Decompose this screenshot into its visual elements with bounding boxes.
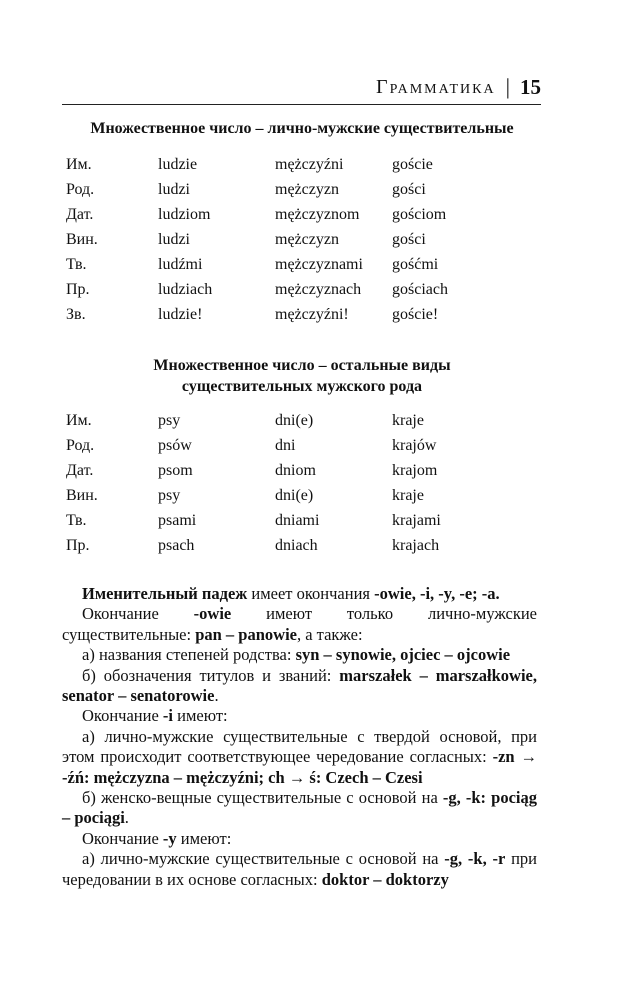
term-bold: doktor – doktorzy: [321, 869, 449, 889]
table-row: [66, 302, 522, 327]
word-form: ludzie: [158, 155, 198, 173]
text-run: Окончание: [82, 706, 163, 726]
word-form: gości: [392, 180, 426, 198]
text-run: а) лично-мужские существительные с твердой основой, при этом происходит соответствующее чередование согласных:: [62, 726, 537, 767]
word-form: dni(e): [275, 486, 314, 504]
word-form: mężczyznami: [275, 255, 363, 273]
table-row: [66, 152, 522, 177]
word-form: goście: [392, 155, 433, 173]
case-label: Пр.: [66, 280, 90, 298]
paragraph: [62, 604, 537, 645]
case-label: Дат.: [66, 205, 94, 223]
term-bold: -i: [162, 706, 173, 726]
table-row: [66, 433, 522, 458]
case-label: Тв.: [66, 255, 87, 273]
table-row: [66, 508, 522, 533]
paragraph: [62, 829, 537, 849]
word-form: ludziom: [158, 205, 211, 223]
word-form: kraje: [392, 411, 424, 429]
body-text: [62, 584, 537, 890]
case-label: Род.: [66, 436, 95, 454]
text-run: а) лично-мужские существительные с основой на: [82, 849, 445, 869]
table2-title-line2: существительных мужского рода: [181, 378, 423, 395]
word-form: krajach: [392, 536, 440, 554]
text-run: б) обозначения титулов и званий:: [82, 665, 340, 685]
text-run: имеют:: [173, 706, 228, 726]
text-run: .: [124, 808, 129, 828]
text-run: имеют:: [176, 828, 232, 848]
text-run: Окончание: [82, 828, 163, 848]
table1-title: Множественное число – лично-мужские существительные: [90, 120, 514, 137]
word-form: gośćmi: [392, 255, 439, 273]
table2-title: [62, 355, 542, 397]
table-row: [66, 408, 522, 433]
declension-table-personal: [66, 152, 522, 327]
word-form: ludzi: [158, 180, 190, 198]
case-label: Вин.: [66, 230, 98, 248]
case-label: Тв.: [66, 511, 87, 529]
word-form: krajami: [392, 511, 441, 529]
text-run: имеют только лично-мужские существительные:: [62, 604, 537, 644]
table-row: [66, 277, 522, 302]
paragraph: [62, 727, 537, 788]
word-form: mężczyźni!: [275, 305, 349, 323]
term-bold: pan – panowie: [195, 624, 297, 644]
word-form: krajom: [392, 461, 438, 479]
table-row: [66, 202, 522, 227]
word-form: mężczyźni: [275, 155, 344, 173]
word-form: psy: [158, 486, 181, 504]
page-number: 15: [520, 74, 541, 99]
word-form: dniach: [275, 536, 318, 554]
declension-table-other: [66, 408, 522, 558]
case-label: Род.: [66, 180, 95, 198]
word-form: gościom: [392, 205, 447, 223]
text-run: имеет окончания: [247, 584, 375, 603]
word-form: dniom: [275, 461, 316, 479]
word-form: ludzie!: [158, 305, 203, 323]
term-bold: -g, -k, -r: [444, 849, 506, 869]
paragraph: [62, 645, 537, 665]
paragraph: [62, 666, 537, 707]
paragraph: [62, 788, 537, 829]
table-row: [66, 458, 522, 483]
word-form: dni(e): [275, 411, 314, 429]
word-form: krajów: [392, 436, 437, 454]
term-bold: -g, -k: pociąg – pociągi: [62, 788, 538, 828]
term-bold: -owie, -i, -y, -e; -a.: [374, 584, 500, 603]
text-run: а) названия степеней родства:: [82, 645, 296, 665]
word-form: psami: [158, 511, 197, 529]
table-row: [66, 227, 522, 252]
word-form: psom: [158, 461, 193, 479]
word-form: mężczyzn: [275, 230, 339, 248]
word-form: psy: [158, 411, 181, 429]
text-run: , а также:: [296, 624, 363, 644]
word-form: kraje: [392, 486, 424, 504]
table-row: [66, 177, 522, 202]
text-run: б) женско-вещные существительные с основой на: [82, 788, 443, 808]
case-label: Пр.: [66, 536, 90, 554]
term-bold: Именительный падеж: [82, 584, 248, 603]
case-label: Им.: [66, 411, 92, 429]
text-run: .: [214, 686, 219, 706]
word-form: gościach: [392, 280, 448, 298]
text-run: Окончание: [82, 604, 194, 624]
case-label: Вин.: [66, 486, 98, 504]
case-label: Им.: [66, 155, 92, 173]
word-form: ludziach: [158, 280, 213, 298]
term-bold: -y: [162, 828, 177, 848]
term-bold: syn – synowie, ojciec – ojcowie: [295, 645, 511, 665]
term-bold: marszałek – marszałkowie, senator – senatorowie: [62, 665, 538, 706]
word-form: dniami: [275, 511, 320, 529]
paragraph: [62, 706, 537, 726]
word-form: ludźmi: [158, 255, 203, 273]
table2-title-line1: Множественное число – остальные виды: [153, 357, 451, 374]
case-label: Дат.: [66, 461, 94, 479]
header-separator: |: [505, 74, 510, 99]
word-form: dni: [275, 436, 296, 454]
word-form: psów: [158, 436, 192, 454]
table-row: [66, 483, 522, 508]
table-row: [66, 252, 522, 277]
word-form: goście!: [392, 305, 439, 323]
table-row: [66, 533, 522, 558]
word-form: gości: [392, 230, 426, 248]
running-header: [62, 70, 541, 105]
term-bold: -owie: [193, 604, 232, 624]
word-form: psach: [158, 536, 195, 554]
text-run: при чередовании в их основе согласных:: [62, 849, 537, 889]
case-label: Зв.: [66, 305, 86, 323]
term-bold: -zn → -źń: mężczyzna – mężczyźni; ch → ś: Czech – Czesi: [62, 747, 537, 787]
paragraph: [62, 584, 537, 604]
word-form: mężczyzn: [275, 180, 339, 198]
word-form: ludzi: [158, 230, 190, 248]
word-form: mężczyznom: [275, 205, 360, 223]
section-title: Грамматика: [376, 75, 496, 98]
paragraph: [62, 849, 537, 890]
word-form: mężczyznach: [275, 280, 362, 298]
